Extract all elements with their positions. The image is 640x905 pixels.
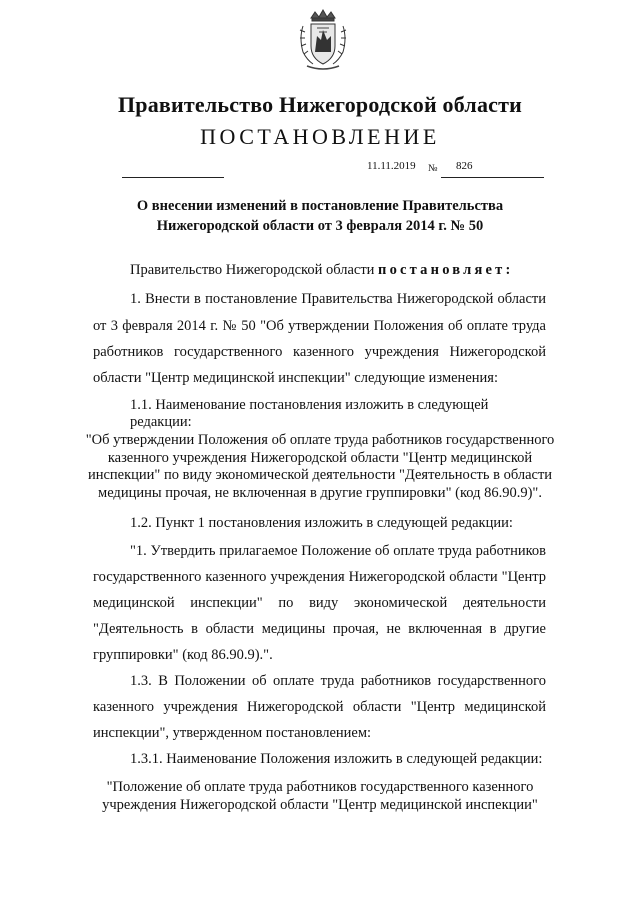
number-sign: № xyxy=(428,163,438,174)
number-line-right xyxy=(441,177,544,178)
quote1-line-1: "Об утверждении Положения об оплате труда работников государственного xyxy=(85,432,555,448)
government-name: Правительство Нижегородской области xyxy=(117,92,522,117)
coat-of-arms-emblem xyxy=(297,8,349,72)
item1-3-line-3: инспекции", утвержденном постановлением: xyxy=(93,725,372,741)
quote3-line-2: учреждения Нижегородской области "Центр медицинской инспекции" xyxy=(102,797,538,813)
quote2-line-3: медицинской инспекции" по виду экономической деятельности xyxy=(93,595,546,611)
item1-3-line-1: 1.3. В Положении об оплате труда работников государственного xyxy=(130,673,546,689)
item1-line-2: от 3 февраля 2014 г. № 50 "Об утверждении Положения об оплате труда xyxy=(93,318,546,334)
item1-3-1: 1.3.1. Наименование Положения изложить в следующей редакции: xyxy=(130,751,543,767)
quote1-line-2: казенного учреждения Нижегородской области "Центр медицинской xyxy=(107,449,533,466)
quote-3 xyxy=(80,778,560,814)
intro-text: Правительство Нижегородской области xyxy=(130,262,375,278)
quote3-line-1: "Положение об оплате труда работников государственного казенного xyxy=(106,779,534,795)
document-date: 11.11.2019 xyxy=(367,160,416,172)
title-line-2: Нижегородской области от 3 февраля 2014 г. № 50 xyxy=(156,218,484,234)
item1-line-1: 1. Внести в постановление Правительства Нижегородской области xyxy=(130,291,546,307)
item1-3-line-2: казенного учреждения Нижегородской области "Центр медицинской xyxy=(93,699,546,715)
intro-paragraph xyxy=(130,262,546,279)
document-title xyxy=(90,196,550,236)
quote-1 xyxy=(80,432,560,502)
quote2-line-1: "1. Утвердить прилагаемое Положение об оплате труда работников xyxy=(130,543,546,559)
quote2-line-2: государственного казенного учреждения Нижегородской области "Центр xyxy=(93,569,546,585)
quote2-line-5: группировки" (код 86.90.9).". xyxy=(93,647,273,663)
item1-1: 1.1. Наименование постановления изложить в следующей редакции: xyxy=(130,397,489,430)
item1-2: 1.2. Пункт 1 постановления изложить в следующей редакции: xyxy=(130,515,513,531)
decree-word: постановляет: xyxy=(378,262,514,278)
quote1-line-4: медицины прочая, не включенная в другие группировки" (код 86.90.9)". xyxy=(98,484,542,501)
quote1-line-3: инспекции" по виду экономической деятельности "Деятельность в области xyxy=(87,467,553,483)
document-type: ПОСТАНОВЛЕНИЕ xyxy=(200,124,440,149)
date-line-left xyxy=(122,177,224,178)
item1-line-4: области "Центр медицинской инспекции" следующие изменения: xyxy=(93,370,498,386)
title-line-1: О внесении изменений в постановление Правительства xyxy=(136,198,504,214)
quote2-line-4: "Деятельность в области медицины прочая, не включенная в другие xyxy=(93,621,546,637)
item1-line-3: работников государственного казенного учреждения Нижегородской xyxy=(93,344,546,360)
document-number: 826 xyxy=(456,160,473,172)
